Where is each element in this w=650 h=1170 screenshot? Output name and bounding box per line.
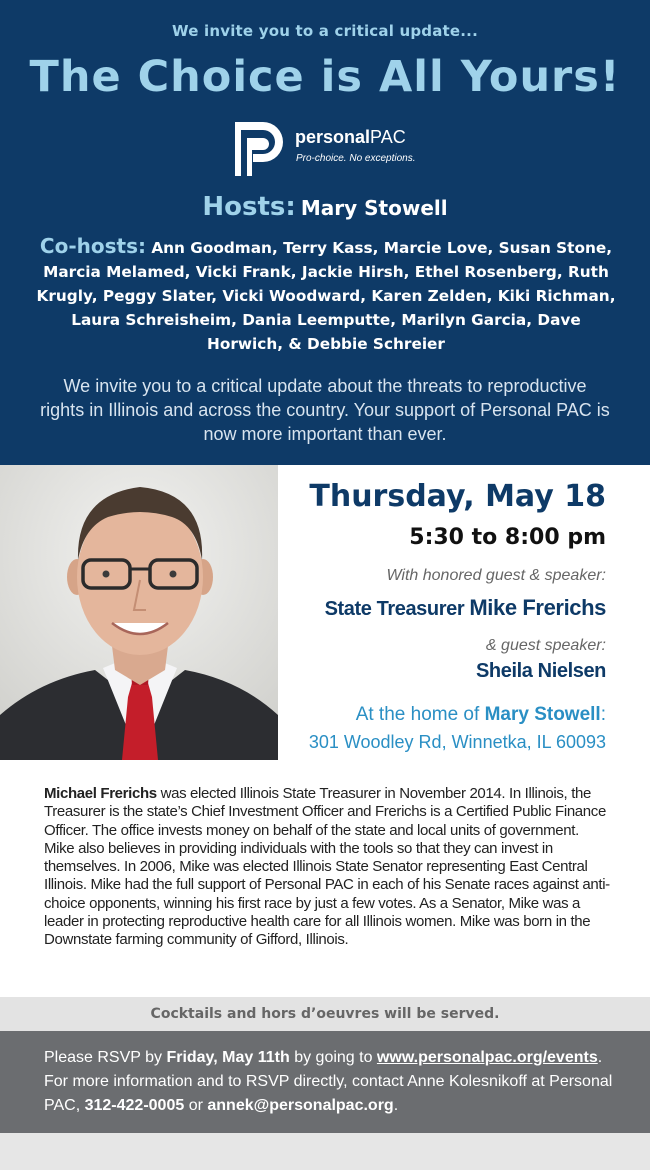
speaker-photo (0, 465, 278, 760)
rsvp-section (0, 1031, 650, 1133)
cohosts-block (36, 234, 616, 356)
guest-speaker-label: & guest speaker: (485, 637, 606, 654)
bio-section (0, 760, 650, 997)
event-section (0, 465, 650, 760)
venue-host: Mary Stowell (484, 704, 601, 725)
rsvp-paragraph: Please RSVP by Friday, May 11th by going to www.personalpac.org/events. For more information and to RSVP directly, contact Anne Kolesnikoff at Personal PAC, 312-422-0005 or annek@personalpac.org. (44, 1049, 613, 1114)
hosts-line (0, 192, 650, 222)
honored-guest-label: With honored guest & speaker: (386, 567, 606, 584)
page-title: The Choice is All Yours! (29, 52, 621, 102)
speaker-line: State Treasurer Mike Frerichs (324, 595, 606, 620)
speaker-portrait-image (0, 465, 278, 760)
cohosts-label: Co-hosts: (39, 234, 146, 258)
logo-wordmark: personalPAC (295, 127, 406, 147)
event-time: 5:30 to 8:00 pm (409, 525, 606, 550)
kicker-text: We invite you to a critical update... (172, 22, 478, 40)
hosts-names: Mary Stowell (300, 196, 448, 220)
speaker-name: Mike Frerichs (469, 595, 606, 620)
header-section (0, 0, 650, 465)
rsvp-deadline: Friday, May 11th (166, 1049, 290, 1066)
rsvp-url-link[interactable]: www.personalpac.org/events (376, 1049, 598, 1066)
bio-paragraph: Michael Frerichs was elected Illinois State Treasurer in November 2014. In Illinois, the Treasurer is the state’s Chief Investment Officer and Frerichs is a Certified Public Finance Officer. The office invests money on behalf of the state and local units of government. Mike also believes in providing individuals with the tools so that they can invest in themselves. In 2006, Mike was elected Illinois State Senator representing East Central Illinois. Mike had the full support of Personal PAC in each of his Senate races against anti-choice opponents, winning his first race by just a few votes. As a Senator, Mike was a leader in protecting reproductive health care for all Illinois women. Mike was born in the Downstate farming community of Gifford, Illinois. (44, 785, 610, 949)
personal-pac-logo (233, 120, 423, 180)
rsvp-email-link[interactable]: annek@personalpac.org (207, 1097, 394, 1114)
hosts-label: Hosts: (202, 192, 296, 222)
cohosts-names: Ann Goodman, Terry Kass, Marcie Love, Susan Stone, Marcia Melamed, Vicki Frank, Jackie Hirsh, Ethel Rosenberg, Ruth Krugly, Peggy Slater, Vicki Woodward, Karen Zelden, Kiki Richman, Laura Schreisheim, Dania Leemputte, Marilyn Garcia, Dave Horwich, & Debbie Schreier (36, 239, 616, 353)
personal-pac-logo-icon (233, 120, 287, 178)
rsvp-phone: 312-422-0005 (84, 1097, 185, 1114)
event-date: Thursday, May 18 (309, 479, 606, 514)
guest-speaker-name: Sheila Nielsen (475, 660, 606, 682)
intro-paragraph: We invite you to a critical update about the threats to reproductive rights in Illinois and across the country. Your support of Personal PAC is now more important than ever. (40, 376, 610, 444)
cocktails-banner: Cocktails and hors d’oeuvres will be served. (0, 997, 650, 1031)
logo-tagline: Pro-choice. No exceptions. (296, 153, 416, 164)
bio-name: Michael Frerichs (44, 785, 157, 802)
venue-address: 301 Woodley Rd, Winnetka, IL 60093 (308, 732, 606, 752)
venue-line: At the home of Mary Stowell: (355, 704, 606, 725)
